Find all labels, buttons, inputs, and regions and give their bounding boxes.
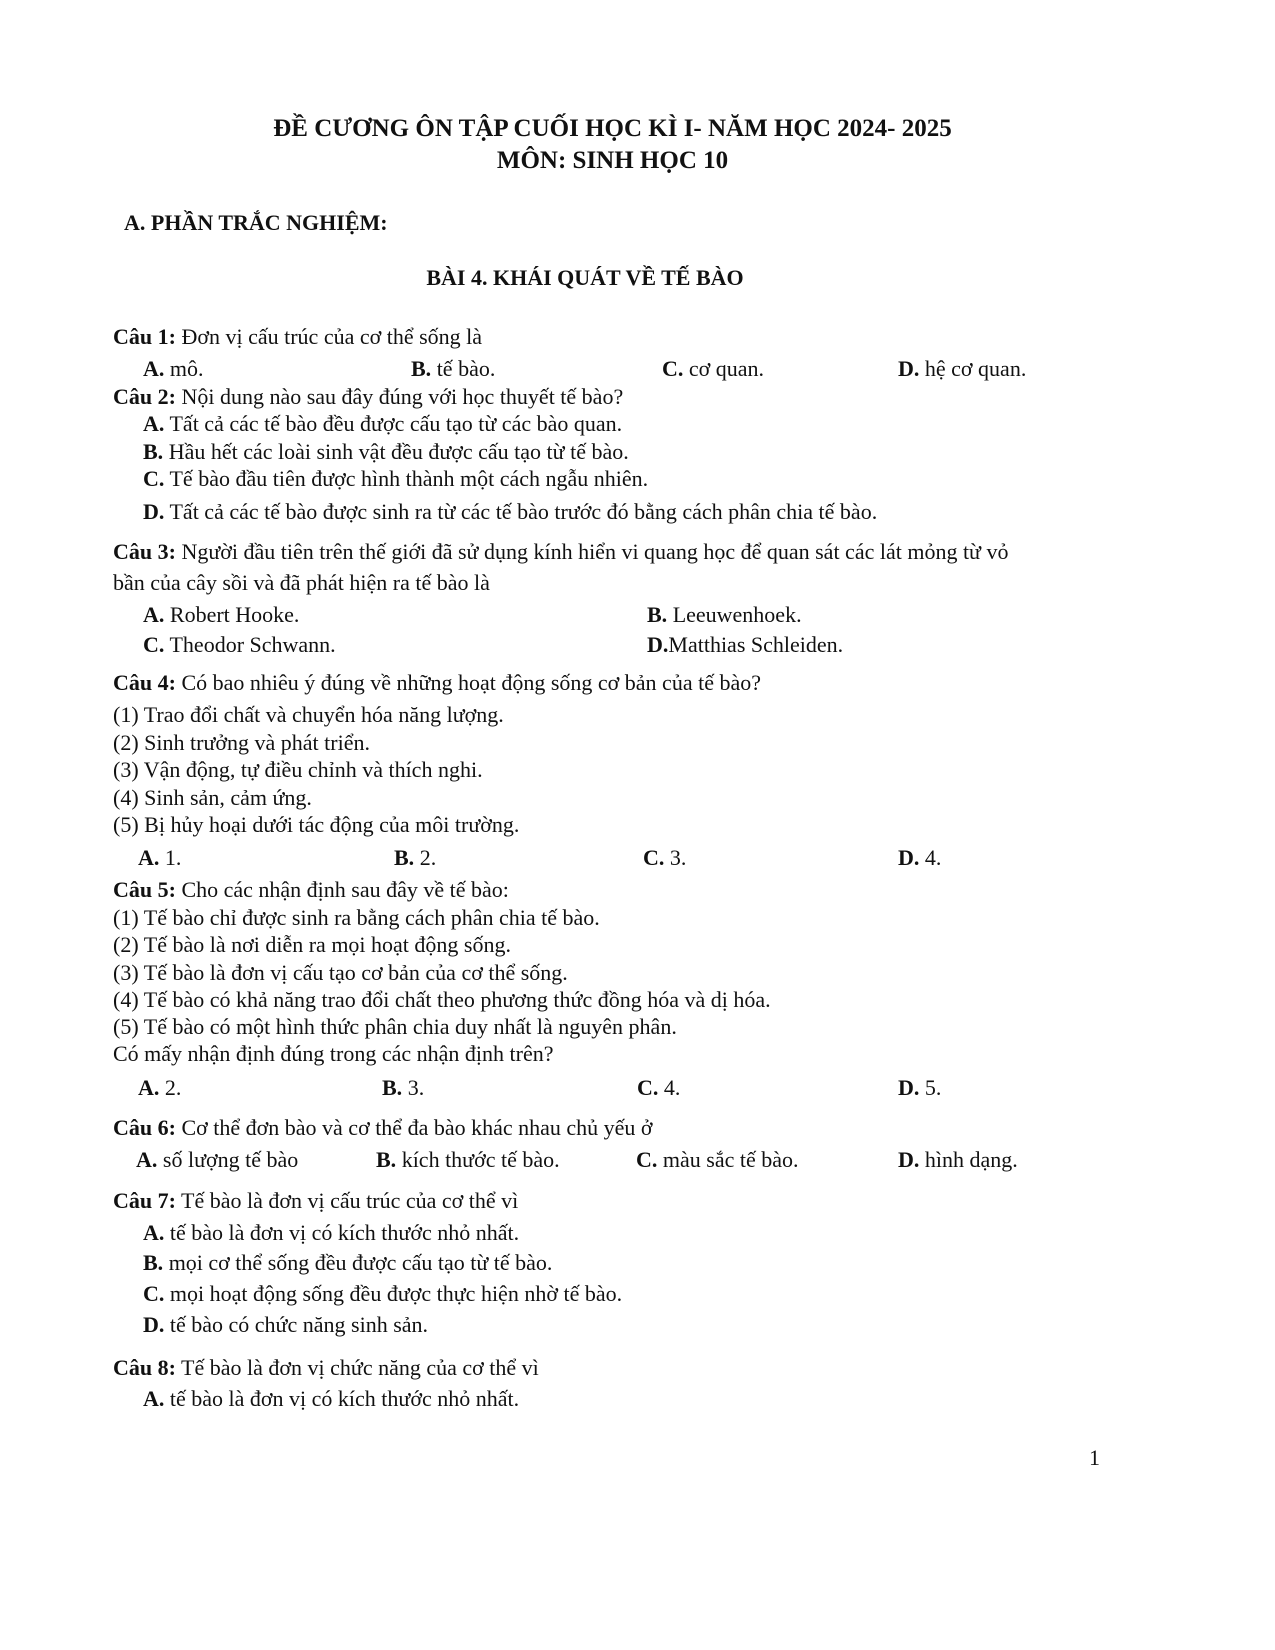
option: [898, 1147, 1018, 1173]
option-key: D.: [898, 356, 920, 381]
option-text: 2.: [159, 1075, 182, 1100]
question-4: [113, 670, 761, 696]
option: [637, 1075, 680, 1101]
option-text: 4.: [658, 1075, 681, 1100]
option: [138, 1075, 181, 1101]
option-key: C.: [143, 1281, 165, 1306]
option-key: B.: [394, 845, 415, 870]
question-text: Người đầu tiên trên thế giới đã sử dụng kính hiển vi quang học để quan sát các lát mỏng từ vỏ: [175, 539, 1009, 564]
section-heading: A. PHẦN TRẮC NGHIỆM:: [124, 210, 388, 235]
option-text: kích thước tế bào.: [396, 1147, 560, 1172]
option-text: Tất cả các tế bào được sinh ra từ các tế bào trước đó bằng cách phân chia tế bào.: [164, 499, 878, 524]
option-key: D.: [143, 1312, 165, 1337]
option-text: tế bào là đơn vị có kích thước nhỏ nhất.: [164, 1220, 520, 1245]
statement: (2) Sinh trưởng và phát triển.: [113, 730, 370, 755]
option: [662, 356, 764, 382]
option-key: C.: [143, 466, 165, 491]
question-text: Cơ thể đơn bào và cơ thể đa bào khác nhau chủ yếu ở: [175, 1115, 653, 1140]
option-text: tế bào có chức năng sinh sản.: [164, 1312, 429, 1337]
option-key: D.: [143, 499, 165, 524]
statement: (1) Trao đổi chất và chuyển hóa năng lượng.: [113, 702, 504, 727]
option-key: B.: [376, 1147, 397, 1172]
question-text: Nội dung nào sau đây đúng với học thuyết tế bào?: [175, 384, 624, 409]
option: [143, 1312, 428, 1338]
option: [136, 1147, 298, 1173]
option-key: C.: [143, 632, 165, 657]
statement: (4) Sinh sản, cảm ứng.: [113, 785, 312, 810]
option-text: mô.: [164, 356, 204, 381]
option-text: 4.: [919, 845, 942, 870]
option-key: D.: [898, 845, 920, 870]
document-title-line-1: ĐỀ CƯƠNG ÔN TẬP CUỐI HỌC KÌ I- NĂM HỌC 2024- 2025: [273, 115, 952, 142]
page-number: 1: [1089, 1445, 1100, 1470]
option: [143, 1386, 519, 1412]
question-label: Câu 2:: [113, 384, 176, 409]
option: [143, 411, 622, 437]
option-text: hệ cơ quan.: [919, 356, 1027, 381]
statement: (5) Tế bào có một hình thức phân chia duy nhất là nguyên phân.: [113, 1014, 677, 1039]
option-text: Tế bào đầu tiên được hình thành một cách ngẫu nhiên.: [164, 466, 649, 491]
option-key: A.: [143, 1386, 165, 1411]
option: [411, 356, 495, 382]
option-key: B.: [382, 1075, 403, 1100]
question-3-continuation: bần của cây sồi và đã phát hiện ra tế bào là: [113, 570, 490, 595]
question-7: [113, 1188, 518, 1214]
option-text: 1.: [159, 845, 182, 870]
option-key: C.: [637, 1075, 659, 1100]
option-text: Hầu hết các loài sinh vật đều được cấu tạo từ tế bào.: [163, 439, 629, 464]
option: [636, 1147, 799, 1173]
option-text: Tất cả các tế bào đều được cấu tạo từ các bào quan.: [164, 411, 623, 436]
question-label: Câu 3:: [113, 539, 176, 564]
option: [376, 1147, 560, 1173]
option: [138, 845, 181, 871]
question-text: Tế bào là đơn vị cấu trúc của cơ thể vì: [175, 1188, 519, 1213]
option-text: màu sắc tế bào.: [657, 1147, 799, 1172]
option-key: C.: [662, 356, 684, 381]
option-key: D.: [898, 1075, 920, 1100]
option-key: D.: [647, 632, 669, 657]
option-text: số lượng tế bào: [157, 1147, 299, 1172]
option-text: cơ quan.: [683, 356, 765, 381]
option-text: mọi cơ thể sống đều được cấu tạo từ tế bào.: [163, 1250, 553, 1275]
question-label: Câu 4:: [113, 670, 176, 695]
option: [898, 356, 1026, 382]
question-2: [113, 384, 623, 410]
option: [898, 845, 941, 871]
statement: (1) Tế bào chỉ được sinh ra bằng cách phân chia tế bào.: [113, 905, 600, 930]
option-key: A.: [143, 1220, 165, 1245]
document-title-line-2: MÔN: SINH HỌC 10: [496, 147, 729, 174]
option: [143, 1220, 519, 1246]
question-8: [113, 1355, 539, 1381]
option-text: 2.: [414, 845, 437, 870]
option: [382, 1075, 424, 1101]
option-text: hình dạng.: [919, 1147, 1018, 1172]
statement: (5) Bị hủy hoại dưới tác động của môi trường.: [113, 812, 520, 837]
option: [643, 845, 686, 871]
option: [647, 632, 843, 658]
option-text: Theodor Schwann.: [164, 632, 336, 657]
option: [143, 356, 204, 382]
option-text: mọi hoạt động sống đều được thực hiện nhờ tế bào.: [164, 1281, 623, 1306]
question-text: Đơn vị cấu trúc của cơ thể sống là: [175, 324, 483, 349]
question-label: Câu 6:: [113, 1115, 176, 1140]
option-key: A.: [143, 602, 165, 627]
option: [647, 602, 802, 628]
option-text: 3.: [664, 845, 687, 870]
option-key: C.: [643, 845, 665, 870]
question-6: [113, 1115, 653, 1141]
option: [143, 1250, 552, 1276]
option-text: Leeuwenhoek.: [667, 602, 802, 627]
option-key: D.: [898, 1147, 920, 1172]
question-text: Tế bào là đơn vị chức năng của cơ thể vì: [175, 1355, 539, 1380]
question-label: Câu 8:: [113, 1355, 176, 1380]
statement: (3) Vận động, tự điều chỉnh và thích nghi.: [113, 757, 483, 782]
option-key: A.: [143, 356, 165, 381]
question-1: [113, 324, 482, 350]
option-text: Matthias Schleiden.: [668, 632, 844, 657]
option-text: Robert Hooke.: [164, 602, 300, 627]
statement: (4) Tế bào có khả năng trao đổi chất theo phương thức đồng hóa và dị hóa.: [113, 987, 771, 1012]
option: [143, 602, 299, 628]
option-text: 3.: [402, 1075, 425, 1100]
statement: Có mấy nhận định đúng trong các nhận định trên?: [113, 1041, 554, 1066]
option: [143, 1281, 622, 1307]
option: [143, 499, 877, 525]
option-key: B.: [411, 356, 432, 381]
option: [143, 632, 336, 658]
option: [143, 466, 648, 492]
lesson-heading: BÀI 4. KHÁI QUÁT VỀ TẾ BÀO: [426, 265, 744, 290]
statement: (3) Tế bào là đơn vị cấu tạo cơ bản của cơ thể sống.: [113, 960, 568, 985]
question-3: [113, 539, 1008, 565]
option-key: B.: [143, 1250, 164, 1275]
option: [143, 439, 629, 465]
option: [394, 845, 436, 871]
question-text: Có bao nhiêu ý đúng về những hoạt động sống cơ bản của tế bào?: [175, 670, 761, 695]
option: [898, 1075, 941, 1101]
option-key: A.: [138, 845, 160, 870]
option-key: B.: [143, 439, 164, 464]
option-key: A.: [143, 411, 165, 436]
question-label: Câu 7:: [113, 1188, 176, 1213]
option-key: C.: [636, 1147, 658, 1172]
option-key: A.: [138, 1075, 160, 1100]
option-key: A.: [136, 1147, 158, 1172]
option-text: tế bào là đơn vị có kích thước nhỏ nhất.: [164, 1386, 520, 1411]
statement: (2) Tế bào là nơi diễn ra mọi hoạt động sống.: [113, 932, 511, 957]
question-label: Câu 5:: [113, 877, 176, 902]
question-5: [113, 877, 509, 903]
option-text: tế bào.: [431, 356, 496, 381]
option-key: B.: [647, 602, 668, 627]
option-text: 5.: [919, 1075, 942, 1100]
question-label: Câu 1:: [113, 324, 176, 349]
question-text: Cho các nhận định sau đây về tế bào:: [175, 877, 509, 902]
